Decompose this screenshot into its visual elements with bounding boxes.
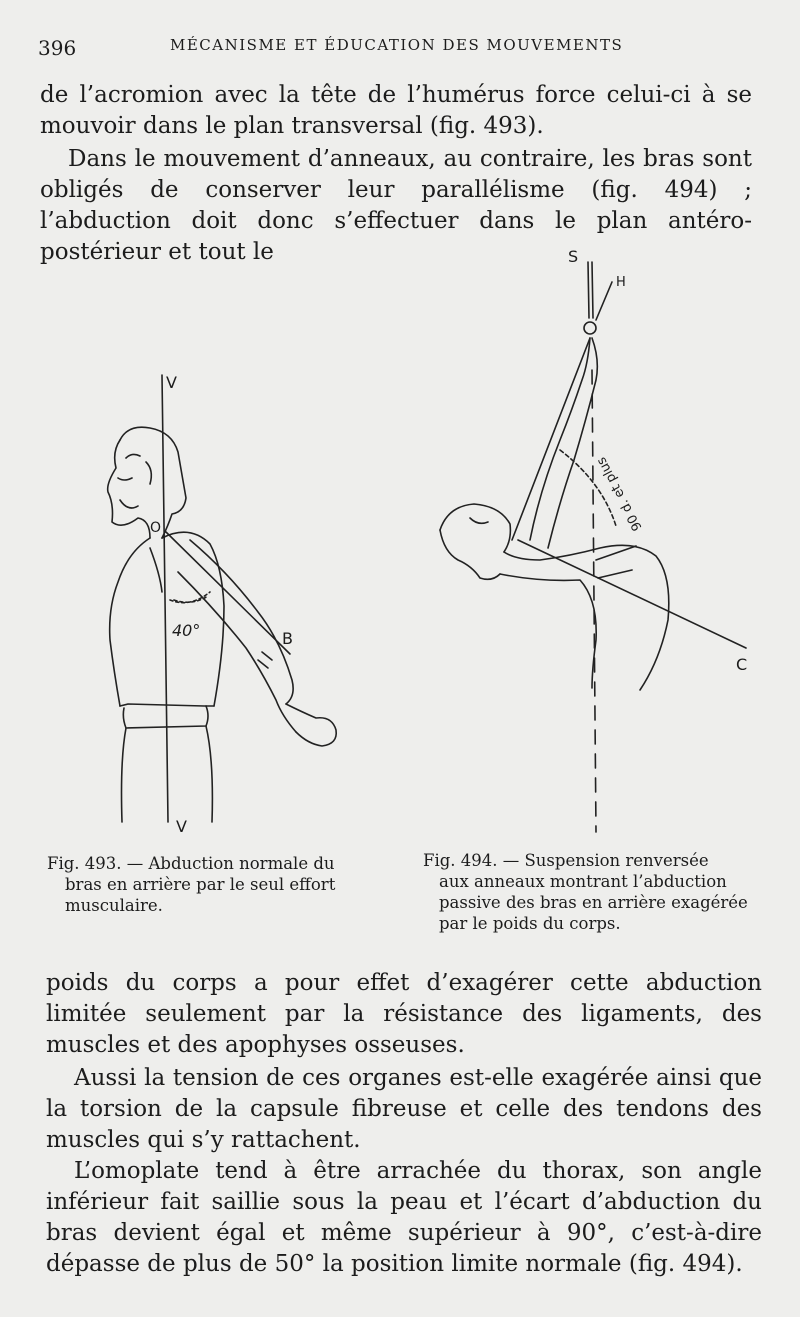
figure-493-caption-first-line: Fig. 493. — Abduction normale du: [47, 854, 335, 873]
page-number: 396: [38, 36, 77, 60]
fig493-label-top: V: [166, 373, 177, 392]
fig494-rope: [584, 262, 612, 334]
running-head: MÉCANISME ET ÉDUCATION DES MOUVEMENTS: [170, 36, 624, 54]
fig493-vertical-line: [162, 375, 168, 822]
fig493-label-shoulder: O: [150, 520, 162, 536]
figure-494-caption-rest: aux anneaux montrant l’abduction passive des bras en arrière exagérée par le poids du corps.: [439, 872, 748, 933]
fig493-label-bottom: V: [176, 817, 187, 836]
figure-493-caption-rest: bras en arrière par le seul effort musculaire.: [65, 875, 336, 915]
fig494-arm: [512, 338, 746, 648]
paragraph-2: Dans le mouvement d’anneaux, au contraire, les bras sont obligés de conserver leur parallélisme (fig. 494) ; l’abduction doit donc s’effectuer dans le plan antéro-postérieur et tout le: [40, 146, 752, 265]
figure-494-caption-first-line: Fig. 494. — Suspension renversée: [423, 851, 709, 870]
fig493-head: [108, 427, 186, 538]
fig494-angle-label: 90 d. et plus: [594, 454, 646, 534]
fig493-label-arm: B: [282, 629, 293, 648]
paragraph-5: L’omoplate tend à être arrachée du thorax, son angle inférieur fait saillie sous la peau et l’écart d’abduction du bras devient égal et même supérieur à 90°, c’est-à-dire dépasse de plus de 50° la position limite normale (fig. 494).: [46, 1158, 762, 1277]
paragraph-1: de l’acromion avec la tête de l’humérus force celui-ci à se mouvoir dans le plan transversal (fig. 493).: [40, 82, 752, 139]
fig494-label-h: H: [616, 275, 626, 290]
fig494-label-c: C: [736, 655, 748, 674]
figure-494-caption: [423, 850, 763, 934]
paragraph-3: poids du corps a pour effet d’exagérer cette abduction limitée seulement par la résistance des ligaments, des muscles et des apophyses osseuses.: [46, 970, 762, 1058]
fig494-label-s: S: [568, 247, 579, 266]
fig493-angle-label: 40°: [172, 621, 201, 640]
paragraph-4: Aussi la tension de ces organes est-elle exagérée ainsi que la torsion de la capsule fibreuse et celle des tendons des muscles qui s’y rattachent.: [46, 1065, 762, 1153]
figure-493-caption: [47, 853, 397, 916]
